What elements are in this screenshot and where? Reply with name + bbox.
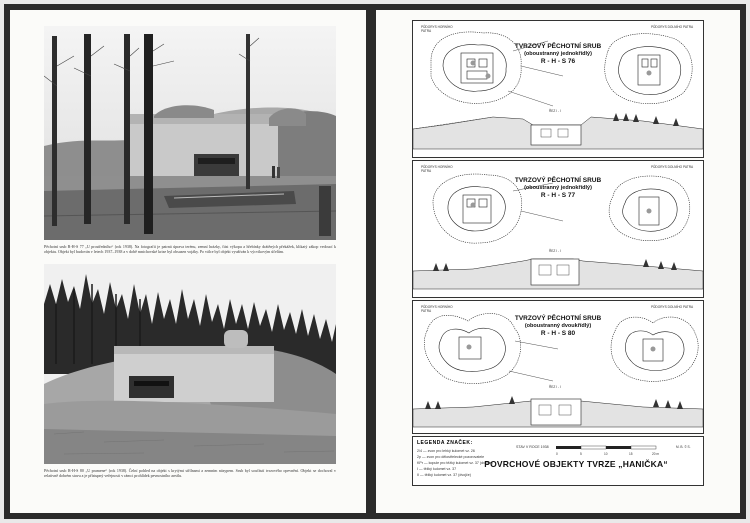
caption-top-photo: Pěchotní srub R-H-S 77 „U prostředního“ (rok 1938). Na fotografii je patrná úprava terénu, zemní hrázky, část výkopu a hřebínky drátěných překážek, klikatý zákop vedoucí k objektu. Objekt byl budován v letech 1937–1938 a v době mnichovské krize byl obsazen vojáky. Po válce byl objekt využíván k výcvikovým účelům. (44, 244, 336, 255)
scale-label: STAV V ROCE 1938 (516, 445, 549, 449)
photo-bunker-with-tall-trees (44, 26, 336, 240)
plate-3-code: R - H - S 80 (540, 330, 576, 337)
scale-bar (556, 443, 666, 453)
plate-2-title (483, 177, 633, 200)
plate-1-label-right: PŮDORYS DOLNÍHO PATRA (651, 25, 694, 29)
plate-2-section: ŘEZ I - I (549, 249, 561, 253)
scale-mark: 10 (604, 452, 608, 456)
legend-item: I — těžký kulomet vz. 37 (417, 467, 457, 471)
scale-mark: 0 (556, 452, 558, 456)
scale-mark: 5 (580, 452, 582, 456)
legend-item: II — těžký kulomet vz. 37 (dvojče) (417, 473, 471, 477)
book-spread (4, 4, 746, 519)
plate-2-code: R - H - S 77 (540, 192, 576, 199)
plate-2-title-text: TVRZOVÝ PĚCHOTNÍ SRUB (514, 177, 602, 184)
legend-item: 2p — zvon pro dělostřelecké pozorovatele (417, 455, 485, 459)
plate-r-h-s-77 (412, 160, 704, 298)
legend-title: LEGENDA ZNAČEK: (417, 440, 473, 446)
plate-3-title (483, 315, 633, 338)
author-mark: M. B. © S. (676, 445, 691, 449)
right-page (376, 10, 740, 513)
plate-1-subtitle: (oboustranný jednokřídlý) (524, 50, 592, 57)
caption-bottom-photo: Pěchotní srub R-H-S 80 „U pramene“ (rok 1938). Čelní pohled na objekt s krytými střílnami a zemním násypem. Srub byl součástí tvrzového opevnění. Objekt se dochoval v relativně dobrém stavu a je přístupný veřejnosti v rámci prohlídek pevnostního areálu. (44, 468, 336, 479)
plate-3-label-right: PŮDORYS DOLNÍHO PATRA (651, 305, 694, 309)
plate-r-h-s-76 (412, 20, 704, 158)
plate-1-title (483, 43, 633, 66)
plate-3-subtitle: (oboustranný dvoukřídlý) (524, 322, 592, 329)
left-page (10, 10, 366, 513)
scale-mark: 20 m (652, 452, 660, 456)
scale-mark: 15 (629, 452, 633, 456)
plate-1-code: R - H - S 76 (540, 58, 576, 65)
plate-r-h-s-80 (412, 300, 704, 434)
legend-item: KPr — kopule pro těžký kulomet vz. 37 (dvojče) (417, 461, 493, 465)
photo-bunker-in-forest (44, 264, 336, 464)
page-title: POVRCHOVÉ OBJEKTY TVRZE „HANIČKA“ (484, 459, 668, 469)
plate-1-section: ŘEZ I - I (549, 109, 561, 113)
plate-2-subtitle: (oboustranný jednokřídlý) (524, 184, 592, 191)
plate-1-label-left: PŮDORYS HORNÍHO PATRA (421, 25, 453, 33)
legend-item: 2/4 — zvon pro lehký kulomet vz. 26 (417, 449, 475, 453)
plate-1-title-text: TVRZOVÝ PĚCHOTNÍ SRUB (514, 43, 602, 50)
plate-3-label-left: PŮDORYS HORNÍHO PATRA (421, 305, 453, 313)
plate-3-title-text: TVRZOVÝ PĚCHOTNÍ SRUB (514, 315, 602, 322)
plate-2-label-left: PŮDORYS HORNÍHO PATRA (421, 165, 453, 173)
plate-3-section: ŘEZ I - I (549, 385, 561, 389)
plate-2-label-right: PŮDORYS DOLNÍHO PATRA (651, 165, 694, 169)
